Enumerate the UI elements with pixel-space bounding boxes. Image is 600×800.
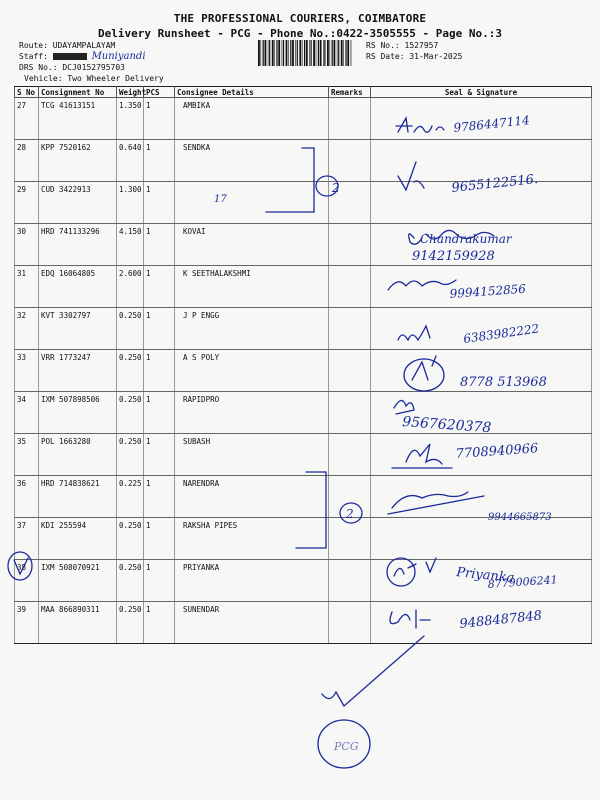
row29-mark: 17 [214, 194, 227, 205]
cell-pcs: 1 [144, 350, 175, 392]
cell-sno: 34 [15, 392, 39, 434]
staff-line [19, 52, 146, 62]
cell-sno: 38 [15, 560, 39, 602]
phone-32: 6383982222 [462, 321, 541, 346]
cell-consignee: SUNENDAR [175, 602, 329, 644]
rs-date-line [366, 52, 462, 62]
table-row [15, 392, 592, 434]
cell-signature [371, 266, 592, 308]
cell-weight: 0.250 [117, 392, 144, 434]
cell-remarks [329, 560, 371, 602]
brace-count-bottom: 2 [346, 507, 354, 521]
brace-count-top: 2 [332, 181, 340, 195]
table-row [15, 140, 592, 182]
phone-38: 8779006241 [487, 573, 559, 591]
cell-signature [371, 350, 592, 392]
drs-value: DCJ0152795703 [62, 63, 125, 72]
cell-sno: 32 [15, 308, 39, 350]
route-label: Route: [19, 41, 48, 50]
cell-pcs: 1 [144, 266, 175, 308]
cell-signature [371, 560, 592, 602]
cell-signature [371, 98, 592, 140]
table-row [15, 182, 592, 224]
cell-sno: 31 [15, 266, 39, 308]
company-title: THE PROFESSIONAL COURIERS, COIMBATORE [173, 12, 427, 25]
cell-weight: 0.225 [117, 476, 144, 518]
cell-pcs: 1 [144, 224, 175, 266]
cell-signature [371, 308, 592, 350]
cell-weight: 0.250 [117, 518, 144, 560]
table-header-row [15, 87, 592, 98]
cell-weight: 0.640 [117, 140, 144, 182]
cell-sno: 28 [15, 140, 39, 182]
cell-signature [371, 392, 592, 437]
phone-35: 7708940966 [455, 441, 539, 462]
route-line [19, 41, 115, 51]
table-row [15, 308, 592, 350]
phone-27: 9786447114 [452, 113, 531, 135]
cell-remarks [329, 266, 371, 308]
cell-remarks [329, 224, 371, 266]
col-sno: S No [15, 87, 39, 98]
rs-no-value: 1527957 [404, 41, 439, 50]
cell-consignee: A S POLY [175, 350, 329, 392]
cell-weight: 1.350 [117, 98, 144, 140]
cell-sno: 39 [15, 602, 39, 644]
cell-signature [371, 224, 592, 266]
cell-sno: 36 [15, 476, 39, 518]
table-row [15, 602, 592, 644]
staff-handwritten: Muniyandi [91, 51, 146, 62]
drs-line [19, 63, 125, 73]
col-remarks: Remarks [329, 87, 371, 98]
name-38: Priyanka [455, 565, 516, 587]
cell-consignment: HRD 714838621 [39, 476, 117, 518]
cell-consignment: POL 1663280 [39, 434, 117, 476]
phone-37: 9944665873 [488, 512, 552, 523]
cell-pcs: 1 [144, 140, 175, 182]
pcg-stamp [318, 720, 370, 768]
stamp-signature [322, 636, 424, 706]
cell-remarks [329, 434, 371, 476]
cell-remarks [329, 140, 371, 182]
drs-label: DRS No.: [19, 63, 58, 72]
col-pcs: PCS [144, 87, 175, 98]
cell-consignment: CUD 3422913 [39, 182, 117, 224]
cell-consignee: PRIYANKA [175, 560, 329, 602]
cell-weight: 0.250 [117, 308, 144, 350]
cell-remarks [329, 182, 371, 224]
table-row [15, 224, 592, 266]
phone-39: 9488487848 [458, 608, 543, 632]
cell-remarks [329, 308, 371, 350]
table-row [15, 98, 592, 140]
cell-sno: 37 [15, 518, 39, 560]
table-row [15, 350, 592, 392]
cell-sno: 27 [15, 98, 39, 140]
cell-consignee: K SEETHALAKSHMI [175, 266, 329, 308]
rs-no-line [366, 41, 438, 51]
table-row [15, 518, 592, 560]
cell-sno: 29 [15, 182, 39, 224]
cell-pcs: 1 [144, 392, 175, 434]
staff-label: Staff: [19, 52, 48, 61]
vehicle-value: Two Wheeler Delivery [67, 74, 164, 83]
vehicle-line [24, 74, 164, 84]
cell-sno: 30 [15, 224, 39, 266]
cell-pcs: 1 [144, 182, 175, 224]
cell-weight: 1.300 [117, 182, 144, 224]
cell-consignee [175, 182, 329, 224]
rs-date-label: RS Date: [366, 52, 405, 61]
cell-consignment: HRD 741133296 [39, 224, 117, 266]
col-weight: Weight [117, 87, 144, 98]
staff-redacted [53, 53, 87, 60]
cell-remarks [329, 98, 371, 140]
table-row [15, 434, 592, 476]
col-consignment: Consignment No [39, 87, 117, 98]
rs-no-label: RS No.: [366, 41, 400, 50]
cell-pcs: 1 [144, 560, 175, 602]
cell-consignment: VRR 1773247 [39, 350, 117, 392]
barcode [258, 40, 352, 66]
cell-consignee: SUBASH [175, 434, 329, 476]
rs-date-value: 31-Mar-2025 [409, 52, 463, 61]
cell-consignment: KVT 3302797 [39, 308, 117, 350]
cell-consignment: EDQ 16064805 [39, 266, 117, 308]
cell-consignee: AMBIKA [175, 98, 329, 140]
cell-weight: 0.250 [117, 434, 144, 476]
cell-consignment: IXM 507898506 [39, 392, 117, 434]
cell-weight: 0.250 [117, 350, 144, 392]
runsheet-subtitle: Delivery Runsheet - PCG - Phone No.:0422-3505555 - Page No.:3 [98, 27, 502, 40]
cell-sno: 35 [15, 434, 39, 476]
phone-34: 9567620378 [401, 414, 492, 437]
cell-consignee: J P ENGG [175, 308, 329, 350]
cell-consignee: KOVAI [175, 224, 329, 266]
cell-signature [371, 140, 592, 182]
phone-28: 9655122516. [450, 171, 539, 196]
cell-remarks [329, 602, 371, 644]
cell-signature [371, 602, 592, 644]
table-row [15, 266, 592, 308]
cell-pcs: 1 [144, 518, 175, 560]
col-consignee: Consignee Details [175, 87, 329, 98]
cell-pcs: 1 [144, 602, 175, 644]
cell-consignment: KPP 7520162 [39, 140, 117, 182]
cell-weight: 0.250 [117, 560, 144, 602]
cell-remarks [329, 476, 371, 518]
cell-remarks [329, 518, 371, 560]
cell-consignment: MAA 866890311 [39, 602, 117, 644]
phone-30: 9142159928 [412, 249, 495, 264]
cell-pcs: 1 [144, 98, 175, 140]
cell-remarks [329, 392, 371, 434]
phone-31: 9994152856 [449, 281, 527, 301]
cell-consignment: IXM 508070921 [39, 560, 117, 602]
name-30: Chandrakumar [420, 232, 512, 246]
route-value: UDAYAMPALAYAM [52, 41, 116, 50]
delivery-table [14, 86, 592, 644]
vehicle-label: Vehicle: [24, 74, 63, 83]
cell-pcs: 1 [144, 308, 175, 350]
col-signature: Seal & Signature [371, 87, 592, 98]
cell-weight: 0.250 [117, 602, 144, 644]
cell-weight: 2.600 [117, 266, 144, 308]
cell-signature [371, 518, 592, 560]
cell-signature [371, 476, 592, 518]
cell-pcs: 1 [144, 476, 175, 518]
cell-remarks [329, 350, 371, 392]
phone-33: 8778 513968 [460, 375, 547, 390]
stamp-text: PCG [334, 740, 359, 753]
cell-consignment: TCG 41613151 [39, 98, 117, 140]
table-row [15, 560, 592, 602]
cell-consignee: RAPIDPRO [175, 392, 329, 434]
table-row [15, 476, 592, 518]
cell-signature [371, 434, 592, 476]
cell-sno: 33 [15, 350, 39, 392]
cell-consignee: NARENDRA [175, 476, 329, 518]
cell-consignee: RAKSHA PIPES [175, 518, 329, 560]
cell-pcs: 1 [144, 434, 175, 476]
cell-weight: 4.150 [117, 224, 144, 266]
cell-consignee: SENDKA [175, 140, 329, 182]
cell-consignment: KDI 255594 [39, 518, 117, 560]
cell-signature [371, 182, 592, 224]
